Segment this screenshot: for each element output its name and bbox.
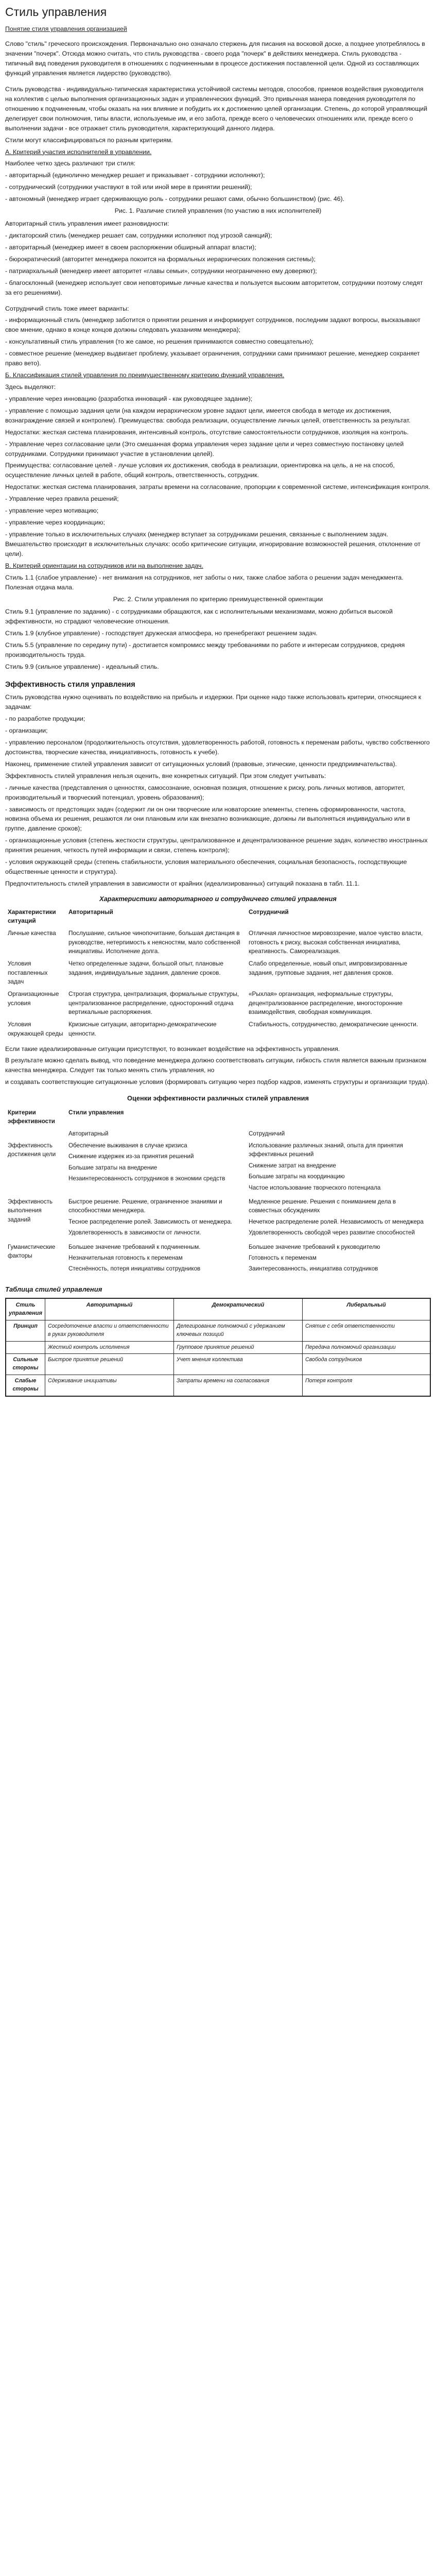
cell-line: Удовлетворенность свободой через развитие способностей bbox=[249, 1229, 415, 1236]
table-cell: Отличная личностное мировоззрение, малое чувство власти, готовность к риску, высокая собственная инициатива, креативность. Самореализация. bbox=[249, 929, 423, 955]
table-header-row bbox=[5, 906, 431, 927]
table-header-cell: Сотрудничий bbox=[249, 1130, 285, 1137]
table-row bbox=[6, 1320, 430, 1341]
effect-paragraph: - условия окружающей среды (степень стабильности, условия материального обеспечения, социальная безопасность, господствующие общественные ценности и структура). bbox=[5, 858, 407, 876]
table-header-cell: Сотрудничий bbox=[249, 908, 289, 916]
table-row bbox=[5, 927, 431, 958]
list-item: - благосклонный (менеджер использует свои неповторимые личные качества и пользуется высоким авторитетом, сотрудники поэтому следят за его решениями). bbox=[5, 279, 423, 296]
cell-line: Стеснённость, потеря инициативы сотрудников bbox=[68, 1265, 201, 1273]
table-header-cell: Характеристики ситуаций bbox=[8, 908, 56, 925]
list-item: - диктаторский стиль (менеджер решает сам, сотрудники исполняют под угрозой санкций); bbox=[5, 232, 272, 239]
table-cell: Условия поставленных задач bbox=[8, 960, 48, 986]
table-cell: Передача полномочий организации bbox=[302, 1341, 430, 1354]
section-v-heading: В. Критерий ориентации на сотрудников или на выполнение задач. bbox=[5, 562, 203, 569]
cell-line: Незаинтересованность сотрудников в экономии средств bbox=[68, 1175, 225, 1182]
section-a-heading: А. Критерий участия исполнителей в управлении. bbox=[5, 148, 152, 156]
effect-paragraph: - управлению персоналом (продолжительность отсутствия, удовлетворенность работой, готовность к переменам работы, чувство собственного достоинства, творческие качества, инициативность, готовность к учебе). bbox=[5, 738, 430, 756]
table-row bbox=[6, 1354, 430, 1375]
table-header-cell: Авторитарный bbox=[68, 908, 113, 916]
table-cell: Строгая структура, централизация, формальные структуры, централизованное распределение, односторонний отдача вертикальные распоряжения. bbox=[68, 990, 239, 1016]
after-table-paragraph: В результате можно сделать вывод, что поведение менеджера должно соответствовать ситуации, гибкость стиля является важным признаком качества менеджера. Следует так только менять стиль управления, но bbox=[5, 1057, 427, 1074]
table-cell: Послушание, сильное чинопочитание, большая дистанция в руководстве, нетерпимость к неясностям, мало собственной инициативы. Исполнение долга. bbox=[68, 929, 240, 955]
list-item: - управление через координацию; bbox=[5, 519, 105, 527]
table-cell: Свобода сотрудников bbox=[302, 1354, 430, 1375]
list-item: - авторитарный (менеджер имеет в своем распоряжении обширный аппарат власти); bbox=[5, 243, 256, 251]
table-cell: Сосредоточение власти и ответственности в руках руководителя bbox=[45, 1320, 173, 1341]
table-cell: Групповое принятие решений bbox=[173, 1341, 302, 1354]
table-cell bbox=[246, 1241, 431, 1277]
table-1-title: Характеристики авторитарного и сотрудничего стилей управления bbox=[99, 894, 337, 903]
table-cell bbox=[246, 1196, 431, 1241]
auth-styles-lead: Авторитарный стиль управления имеет разновидности: bbox=[5, 220, 169, 228]
table-header-cell: Авторитарный bbox=[45, 1298, 173, 1320]
table-cell bbox=[246, 1140, 431, 1196]
table-cell bbox=[66, 1196, 246, 1241]
list-item: - сотруднический (сотрудники участвуют в той или иной мере в принятии решений); bbox=[5, 183, 252, 191]
table-row bbox=[5, 1196, 431, 1241]
table-row bbox=[5, 1140, 431, 1196]
cell-line: Большие затраты на внедрение bbox=[68, 1164, 158, 1171]
list-item: - бюрократический (авторитет менеджера покоится на формальных иерархических положения системы); bbox=[5, 255, 316, 263]
table-cell: Эффективность выполнения заданий bbox=[8, 1198, 53, 1223]
section-b-lead: Здесь выделяют: bbox=[5, 383, 56, 391]
styles-characteristics-table bbox=[5, 906, 431, 1040]
table-header-cell: Критерии эффективности bbox=[8, 1109, 55, 1125]
table-row-header: Слабые стороны bbox=[6, 1375, 45, 1396]
table-header-row bbox=[5, 1107, 431, 1128]
table-row bbox=[5, 1241, 431, 1277]
cell-line: Большее значение требований к руководителю bbox=[249, 1243, 380, 1250]
table-cell: Кризисные ситуации, авторитарно-демократические ценности. bbox=[68, 1021, 217, 1037]
table-cell: Снятие с себя ответственности bbox=[302, 1320, 430, 1341]
document-page bbox=[5, 0, 431, 2576]
table-cell: Организационные условия bbox=[8, 990, 59, 1007]
figure-caption-2: Рис. 2. Стили управления по критерию преимущественной ориентации bbox=[113, 595, 323, 603]
table-cell: Жесткий контроль исполнения bbox=[45, 1341, 173, 1354]
effectiveness-table bbox=[5, 1107, 431, 1277]
list-item: - совместное решение (менеджер выдвигает проблему, указывает ограничения, сотрудники сами принимают решение, менеджер сохраняет право вето). bbox=[5, 350, 420, 367]
table-cell: Условия окружающей среды bbox=[8, 1021, 63, 1037]
table-header-cell: Либеральный bbox=[302, 1298, 430, 1320]
table-row bbox=[6, 1341, 430, 1354]
effect-paragraph: Стиль руководства нужно оценивать по воздействию на прибыль и издержки. При оценке надо также использовать критерии, относящиеся к задачам: bbox=[5, 693, 422, 711]
style-paragraph: Стиль 9.9 (сильное управление) - идеальный стиль. bbox=[5, 663, 159, 671]
cell-line: Большее значение требований к подчиненным. bbox=[68, 1243, 201, 1250]
page-title: Стиль управления bbox=[5, 5, 107, 19]
list-item: Недостатки: жесткая система планирования, затраты времени на согласование, пропорции к современной системе, интенсификация контроля. bbox=[5, 483, 430, 491]
table-cell: «Рыхлая» организация, неформальные структуры, децентрализованное распределение, многосторонние взаимодействия, свободная коммуникация. bbox=[249, 990, 403, 1016]
list-item: - управление с помощью задания цели (на каждом иерархическом уровне задают цели, имеется свобода в методе их достижения, вознаграждение связей и контролем). Преимущества: свобода реализации, осуществление личных целей, ответственность за результат. bbox=[5, 406, 411, 424]
cell-line: Снижение затрат на внедрение bbox=[249, 1162, 336, 1169]
table-cell: Сдерживание инициативы bbox=[45, 1375, 173, 1396]
table-row-header: Сильные стороны bbox=[6, 1354, 45, 1375]
table-row-header bbox=[6, 1341, 45, 1354]
table-cell: Слабо определенные, новый опыт, импровизированные задания, групповые задания, нет давления сроков. bbox=[249, 960, 408, 976]
styles-table bbox=[5, 1298, 431, 1397]
effect-paragraph: Наконец, применение стилей управления зависит от ситуационных условий (правовые, этические, ценности предприимчательства). bbox=[5, 760, 397, 768]
table-cell: Стабильность, сотрудничество, демократические ценности. bbox=[249, 1021, 418, 1028]
table-cell: Делегирование полномочий с удержанием ключевых позиций bbox=[173, 1320, 302, 1341]
list-item: Преимущества: согласование целей - лучше условия их достижения, свобода в реализации, ориентировка на цель, а не на способ, осуществление личных целей в работе, общий контроль, ответственность, сотрудник. bbox=[5, 462, 395, 479]
table-row-header: Принцип bbox=[6, 1320, 45, 1341]
effect-paragraph: Эффективность стилей управления нельзя оценить, вне конкретных ситуаций. При этом следует учитывать: bbox=[5, 772, 326, 779]
table-cell bbox=[66, 1140, 246, 1196]
list-item: Недостатки: жесткая система планирования, интенсивный контроль, отсутствие самостоятельности сотрудников, изоляция на контроль. bbox=[5, 428, 409, 436]
effect-paragraph: - по разработке продукции; bbox=[5, 715, 85, 723]
cell-line: Нечеткое распределение ролей. Независимость от менеджера bbox=[249, 1218, 424, 1225]
table-cell: Четко определенные задачи, большой опыт, плановые задания, индивидуальные задания, давление сроков. bbox=[68, 960, 223, 976]
style-paragraph: Стиль 5.5 (управление по середину пути) - достигается компромисс между требованиями по работе и интересам сотрудников, средняя производительность труда. bbox=[5, 641, 405, 659]
section-b-heading: Б. Классификация стилей управления по преимущественному критерию функций управления. bbox=[5, 371, 285, 379]
table-header-cell bbox=[5, 1128, 66, 1140]
cell-line: Использование различных знаний, опыта для принятия эффективных решений bbox=[249, 1142, 403, 1158]
cell-line: Частое использование творческого потенциала bbox=[249, 1184, 381, 1191]
cell-line: Медленное решение. Решения с пониманием дела в совместных обсуждениях bbox=[249, 1198, 396, 1214]
effect-paragraph: - личные качества (представления о ценностях, самосознание, основная позиция, отношение к риску, роль личных мотивов, авторитет, производительный и творческий потенциал, уровень образования); bbox=[5, 784, 405, 801]
effect-paragraph: - организации; bbox=[5, 727, 48, 735]
after-table-paragraph: Если такие идеализированные ситуации присутствуют, то возникает воздействие на эффективность управления. bbox=[5, 1045, 340, 1053]
cell-line: Снижение издержек из-за принятия решений bbox=[68, 1153, 194, 1160]
section-a-lead: Наиболее четко здесь различают три стиля: bbox=[5, 160, 136, 167]
effect-paragraph: Предпочтительность стилей управления в зависимости от крайних (идеализированных) ситуаций показана в табл. 11.1. bbox=[5, 879, 360, 887]
table-2-title: Оценки эффективности различных стилей управления bbox=[127, 1094, 309, 1103]
cell-line: Заинтересованность, инициатива сотрудников bbox=[249, 1265, 378, 1273]
table-cell: Личные качества bbox=[8, 929, 56, 937]
table-row bbox=[5, 988, 431, 1019]
table-cell bbox=[66, 1241, 246, 1277]
page-subtitle: Понятие стиля управления организацией bbox=[5, 25, 127, 33]
cell-line: Большие затраты на координацию bbox=[249, 1173, 345, 1180]
table-3-title: Таблица стилей управления bbox=[5, 1285, 102, 1293]
table-header-cell: Демократический bbox=[173, 1298, 302, 1320]
table-row bbox=[5, 1019, 431, 1040]
intro-paragraph-1: Слово "стиль" греческого происхождения. Первоначально оно означало стержень для писания на восковой доске, а позднее употреблялось в значении "почерк". Отсюда можно считать, что стиль руководства - своего рода "почерк" в действиях менеджера. Стиль руководства - типичный вид поведения руководителя в отношениях с подчиненными в процессе достижения поставленной цели. Одной из составляющих функций управления является лидерство (руководство). bbox=[5, 40, 425, 77]
table-cell: Гуманистические факторы bbox=[8, 1243, 56, 1259]
intro-paragraph-3: Стили могут классифицироваться по разным критериям. bbox=[5, 136, 173, 144]
table-header-cell bbox=[246, 1107, 431, 1128]
table-cell: Учет мнения коллектива bbox=[173, 1354, 302, 1375]
effect-paragraph: - организационные условия (степень жесткости структуры, централизованное и децентрализованное решение задач, количество иностранных принятия решения, четкость путей информации и связи, степень контроля); bbox=[5, 837, 428, 854]
table-cell: Эффективность достижения цели bbox=[8, 1142, 56, 1158]
table-header-cell: Стили управления bbox=[68, 1109, 124, 1116]
cell-line: Незначительная готовность к переменам bbox=[68, 1254, 183, 1261]
style-1-1-paragraph: Стиль 1.1 (слабое управление) - нет внимания на сотрудников, нет заботы о них, также слабое забота о решении задач менеджмента. Полезная отдача мала. bbox=[5, 573, 404, 591]
coop-styles-lead: Сотрудничий стиль тоже имеет варианты: bbox=[5, 304, 129, 312]
list-item: - консультативный стиль управления (то же самое, но решения принимаются совместно совещательно); bbox=[5, 338, 314, 346]
table-header-cell: Стиль управления bbox=[6, 1298, 45, 1320]
figure-caption-1: Рис. 1. Различие стилей управления (по участию в них исполнителей) bbox=[114, 207, 322, 215]
cell-line: Быстрое решение. Решение, ограниченное знаниями и способностями менеджера. bbox=[68, 1198, 222, 1214]
table-cell: Быстрое принятие решений bbox=[45, 1354, 173, 1375]
after-table-paragraph: и создавать соответствующие ситуационные условия (формировать ситуацию через подбор кадров, изменять структуры и организации труда). bbox=[5, 1078, 429, 1086]
list-item: - Управление через согласование цели (Это смешанная форма управления через задание цели и через совместную постановку целей сотрудниками. Сотрудники принимают участие в установлении целей). bbox=[5, 440, 404, 457]
cell-line: Тесное распределение ролей. Зависимость от менеджера. bbox=[68, 1218, 233, 1225]
style-paragraph: Стиль 1.9 (клубное управление) - господствует дружеская атмосфера, но пренебрегают решением задач. bbox=[5, 630, 318, 637]
list-item: - информационный стиль (менеджер заботится о принятии решения и информирует сотрудников, последним задают вопросы, высказывают свое мнение, однако в конце концов должны следовать указаниям менеджера); bbox=[5, 316, 421, 334]
cell-line: Удовлетворенность в зависимости от личности. bbox=[68, 1229, 201, 1236]
list-item: - Управление через правила решений; bbox=[5, 495, 119, 503]
list-item: - авторитарный (единолично менеджер решает и приказывает - сотрудники исполняют); bbox=[5, 172, 265, 179]
table-header-row bbox=[6, 1298, 430, 1320]
table-subheader-row bbox=[5, 1128, 431, 1140]
intro-paragraph-2: Стиль руководства - индивидуально-типическая характеристика устойчивой системы методов, способов, приемов воздействия руководителя на коллектив с целью выполнения организационных задач и управленческих функций. Это привычная манера поведения руководителя по отношению к подчиненным, чтобы оказать на них влияние и побудить их к достижению целей организации. Степень, до которой управляющий делегирует свои полномочия, типы власти, используемые им, и его забота, прежде всего о человеческих отношениях или, прежде всего о выполнении задачи - все отражает стиль руководителя, характеризующий данного лидера. bbox=[5, 86, 428, 132]
effectiveness-heading: Эффективность стиля управления bbox=[5, 680, 135, 689]
table-cell: Потеря контроля bbox=[302, 1375, 430, 1396]
cell-line: Готовность к переменам bbox=[249, 1254, 317, 1261]
effect-paragraph: - зависимость от предстоящих задач (содержит ли он они творческие или новаторские элементы, степень сформированности, частота, новизна объема их решения, решаются ли они плановым или как внезапно возникающие, должны ли выполняться индивидуально или в группе, давление сроков); bbox=[5, 805, 410, 833]
table-header-cell: Авторитарный bbox=[68, 1130, 109, 1137]
table-row bbox=[6, 1375, 430, 1396]
style-paragraph: Стиль 9.1 (управление по заданию) - с сотрудниками обращаются, как с исполнительными механизмами, можно добиться высокой эффективности, но страдают человеческие отношения. bbox=[5, 608, 393, 625]
list-item: - автономный (менеджер играет сдерживающую роль - сотрудники решают сами, обычно большинством) (рис. 46). bbox=[5, 195, 345, 203]
list-item: - управление через инновацию (разработка инноваций - как руководящее задание); bbox=[5, 395, 253, 402]
table-cell: Затраты времени на согласования bbox=[173, 1375, 302, 1396]
list-item: - управление только в исключительных случаях (менеджер вступает за сотрудниками решения, связанные с выполнением задач. Вмешательство происходит в исключительных случаях: особо критические ситуации, игнорирование возможностей решения, отклонение от цели). bbox=[5, 530, 421, 557]
table-row bbox=[5, 958, 431, 988]
list-item: - патриархальный (менеджер имеет авторитет «главы семьи», сотрудники неограниченно ему доверяют); bbox=[5, 267, 317, 275]
list-item: - управление через мотивацию; bbox=[5, 507, 99, 515]
cell-line: Обеспечение выживания в случае кризиса bbox=[68, 1142, 187, 1149]
